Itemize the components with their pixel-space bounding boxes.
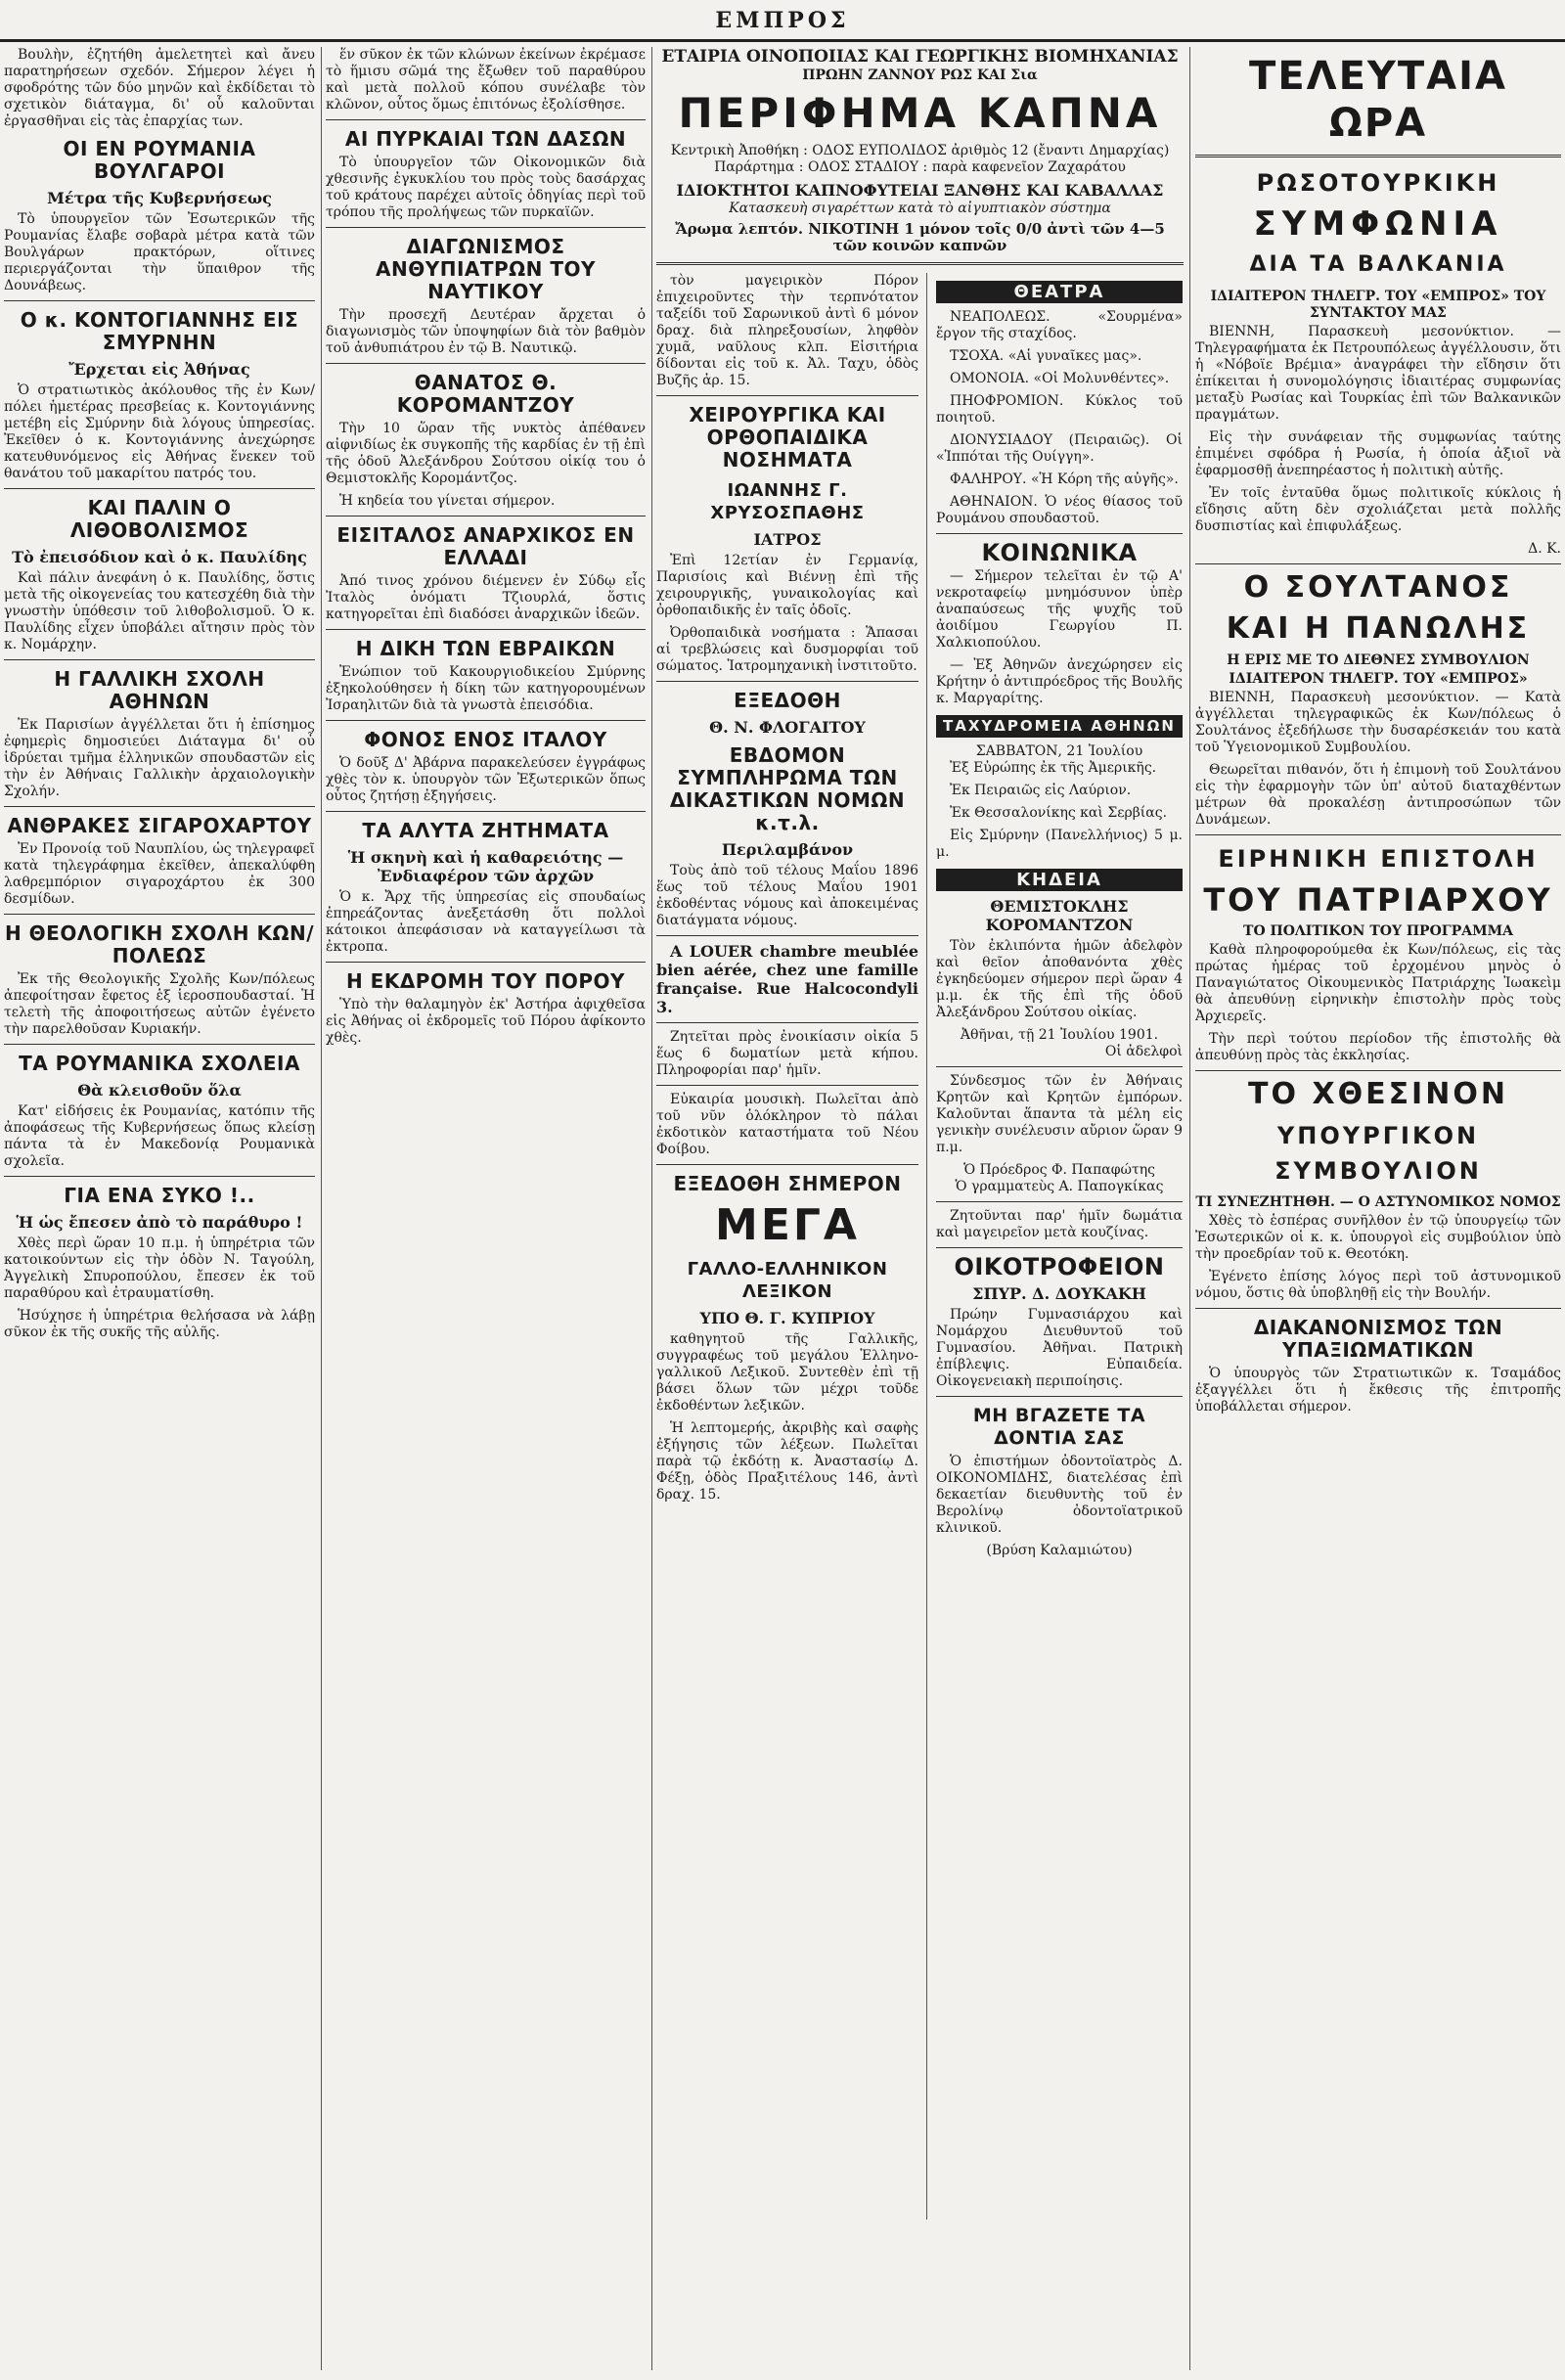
divider — [4, 1176, 315, 1177]
ad-branch: Παράρτημα : ΟΔΟΣ ΣΤΑΔΙΟΥ : παρὰ καφενεῖον Ζαχαράτου — [714, 159, 1126, 175]
signature: Δ. Κ. — [1528, 541, 1561, 557]
article-text: Ὁ ἐπιστήμων ὀδοντοϊατρὸς Δ. ΟΙΚΟΝΟΜΙΔΗΣ, διατελέσας ἐπὶ δεκαετίαν διευθυντὴς τοῦ ἐν Βερολίνῳ ὀδοντοϊατρικοῦ κλινικοῦ. — [936, 1454, 1183, 1536]
headline: ΕΙΣΙΤΑΛΟΣ ΑΝΑΡΧΙΚΟΣ ΕΝ ΕΛΛΑΔΙ — [336, 523, 635, 569]
post-item: Εἰς Σμύρνην (Πανελλήνιος) 5 μ. μ. — [936, 828, 1183, 860]
headline: ΤΟΥ ΠΑΤΡΙΑΡΧΟΥ — [1203, 881, 1553, 919]
article-text: Καθὰ πληροφορούμεθα ἐκ Κων/πόλεως, εἰς τὰς πρώτας ἡμέρας τοῦ ἐρχομένου μηνὸς ὁ Παναγιώτατος Οἰκουμενικὸς Πατριάρχης Ἰωακεὶμ θὰ ἀπευθύνῃ εἰρηνικὴν ἐπιστολὴν πρὸς τοὺς Ἀρχιερεῖς. — [1195, 942, 1561, 1024]
divider — [656, 1164, 918, 1165]
headline: ΑΝΘΡΑΚΕΣ ΣΙΓΑΡΟΧΑΡΤΟΥ — [7, 814, 312, 837]
article-text: Καὶ πάλιν ἀνεφάνη ὁ κ. Παυλίδης, ὅστις μετὰ τῆς οἰκογενείας του κατεσχέθη διὰ τὴν γνωστὴν ὑπόθεσιν τοῦ λιθοβολισμοῦ. Ὁ κ. Παυλίδης εἶχεν ὑποβάλει αἴτησιν πρὸς τὸν κ. Νομάρχην. — [4, 570, 315, 652]
subheadline: ΤΙ ΣΥΝΕΖΗΤΗΘΗ. — Ο ΑΣΤΥΝΟΜΙΚΟΣ ΝΟΜΟΣ — [1195, 1194, 1561, 1210]
article-text: Εἰς τὴν συνάφειαν τῆς συμφωνίας ταύτης ἐπιμένει σφόδρα ἡ Ρωσία, ἡ ὁποία ἀξιοῖ νὰ ἐφαρμοσθῇ ἀνεπηρέαστος ἡ πολιτικὴ αὐτῆς. — [1195, 429, 1561, 478]
article-text: Κατ' εἰδήσεις ἐκ Ρουμανίας, κατόπιν τῆς ἀποφάσεως τῆς Κυβερνήσεως ὅπως κλείσῃ πάντα τὰ ἐν Μακεδονίᾳ Ρουμανικὰ σχολεῖα. — [4, 1103, 315, 1169]
headline: ΔΙΑ ΤΑ ΒΑΛΚΑΝΙΑ — [1249, 252, 1507, 277]
divider — [1195, 155, 1561, 157]
subheadline: Ἔρχεται εἰς Ἀθήνας — [68, 360, 250, 379]
divider — [656, 262, 1184, 265]
headline: ΑΙ ΠΥΡΚΑΙΑΙ ΤΩΝ ΔΑΣΩΝ — [344, 127, 627, 151]
headline: ΡΩΣΟΤΟΥΡΚΙΚΗ — [1256, 169, 1500, 197]
divider — [4, 300, 315, 301]
article-text: τὸν μαγειρικὸν Πόρον ἐπιχειροῦντες τὴν τερπνότατον ταξείδι τοῦ Σαρωνικοῦ ἀντὶ 6 μόνον δραχ. διὰ πληρεξουσίων, ληφθὸν χυμᾶ, ναῦλους κλπ. Εἰσιτήρια δίδονται εἰς τοῦ κ. Ἀλ. Ταχυ, ὁδὸς Βυζῆς ἀρ. 15. — [656, 273, 918, 388]
divider — [4, 488, 315, 489]
headline: ΣΥΜΦΩΝΙΑ — [1253, 204, 1503, 244]
ad-company-name: ΕΤΑΙΡΙΑ ΟΙΝΟΠΟΙΙΑΣ ΚΑΙ ΓΕΩΡΓΙΚΗΣ ΒΙΟΜΗΧΑΝΙΑΣ — [661, 47, 1179, 67]
post-date: ΣΑΒΒΑΤΟΝ, 21 Ἰουλίου — [975, 743, 1143, 759]
ad-text: Ζητοῦνται παρ' ἡμῖν δωμάτια καὶ μαγειρεῖον μετὰ κουζίνας. — [936, 1208, 1183, 1240]
theatre-item: ΦΑΛΗΡΟΥ. «Ἡ Κόρη τῆς αὐγῆς». — [950, 472, 1179, 487]
article-text: καθηγητοῦ τῆς Γαλλικῆς, συγγραφέως τοῦ μεγάλου Ἑλληνο-γαλλικοῦ Λεξικοῦ. Συντεθὲν ἐπὶ τῇ βάσει ὅλων τῶν μέχρι τοῦδε ἐκδοθέντων λεξικῶν. — [656, 1331, 918, 1414]
divider — [656, 1022, 918, 1023]
article-text: Ἐπὶ 12ετίαν ἐν Γερμανίᾳ, Παρισίοις καὶ Βιέννῃ ἐπὶ τῆς χειρουργικῆς, γυναικολογίας καὶ ὀρθοπαιδικῆς ἐν ταῖς ὁδοῖς. — [656, 553, 918, 618]
ad-title-mega: ΜΕΓΑ — [715, 1200, 860, 1250]
theatre-item: ΤΣΟΧΑ. «Αἱ γυναῖκες μας». — [950, 348, 1142, 364]
article-text: — Σήμερον τελεῖται ἐν τῷ Α' νεκροταφείῳ μνημόσυνον ὑπὲρ ἀναπαύσεως τῆς ψυχῆς τοῦ ἀοιδίμου Γεωργίου Π. Χαλκιοπούλου. — [936, 568, 1183, 651]
headline: Η ΕΚΔΡΟΜΗ ΤΟΥ ΠΟΡΟΥ — [345, 969, 626, 993]
headline: ΜΗ ΒΓΑΖΕΤΕ ΤΑ ΔΟΝΤΙΑ ΣΑΣ — [972, 1405, 1146, 1449]
headline: ΚΑΙ ΠΑΛΙΝ Ο ΛΙΘΟΒΟΛΙΣΜΟΣ — [69, 496, 249, 542]
column-2 — [326, 47, 646, 2370]
headline: ΟΙ ΕΝ ΡΟΥΜΑΝΙΑ ΒΟΥΛΓΑΡΟΙ — [63, 137, 256, 183]
article-text: Ἡσύχησε ἡ ὑπηρέτρια θελήσασα νὰ λάβῃ σῦκον ἐκ τῆς συκῆς τῆς αὐλῆς. — [4, 1308, 315, 1340]
post-item: Ἐκ Πειραιῶς εἰς Λαύριον. — [950, 783, 1132, 798]
theatre-item: ΟΜΟΝΟΙΑ. «Οἱ Μολυνθέντες». — [950, 371, 1170, 386]
subheadline: Περιλαμβάνον — [721, 840, 854, 859]
headline: ΕΞΕΔΟΘΗ ΣΗΜΕΡΟΝ — [673, 1172, 902, 1195]
divider — [326, 227, 646, 228]
subheadline: Θὰ κλεισθοῦν ὅλα — [77, 1081, 242, 1100]
address: (Βρύση Καλαμιώτου) — [986, 1543, 1133, 1558]
article-text: Ὁ ὑπουργὸς τῶν Στρατιωτικῶν κ. Τσαμάδος ἐξαγγέλλει ὅτι ἡ ἔκθεσις τῆς ἐπιτροπῆς ὑποβάλλεται σήμερον. — [1195, 1366, 1561, 1415]
headline: ΧΕΙΡΟΥΡΓΙΚΑ ΚΑΙ ΟΡΘΟΠΑΙΔΙΚΑ ΝΟΣΗΜΑΤΑ — [689, 403, 886, 472]
article-text: Τὴν 10 ὥραν τῆς νυκτὸς ἀπέθανεν αἰφνιδίως ἐκ συγκοπῆς τῆς καρδίας ἐν τῇ ἐπὶ τῆς ὁδοῦ Ἀλεξάνδρου Σούτσου οἰκίᾳ του ὁ Θεμιστοκλῆς Κορομάντζος. — [326, 421, 646, 486]
divider — [4, 659, 315, 660]
divider — [1195, 563, 1561, 564]
headline: ΤΟ ΧΘΕΣΙΝΟΝ — [1248, 1077, 1508, 1111]
headline: ΦΟΝΟΣ ΕΝΟΣ ΙΤΑΛΟΥ — [364, 728, 607, 751]
article-text: Ἐκ Παρισίων ἀγγέλλεται ὅτι ἡ ἐπίσημος ἐφημερὶς δημοσιεύει Διάταγμα δι' οὗ ἱδρύεται τμῆμα ἑλληνικῶν σπουδαστῶν εἰς τὴν ἐν Ἀθήναις Γαλλικὴν ἀρχαιολογικὴν Σχολήν. — [4, 717, 315, 799]
doctor-title: ΙΑΤΡΟΣ — [753, 530, 822, 549]
article-text: Ὁ στρατιωτικὸς ἀκόλουθος τῆς ἐν Κων/πόλει ἡμετέρας πρεσβείας κ. Κοντογιάννης μετέβη εἰς Σμύρνην διὰ λόγους ὑπηρεσίας. Ἐκεῖθεν ὁ κ. Κοντογιάννης ἀνεχώρησε κατευθυνόμενος εἰς Ἀθήνας ἕνεκεν τοῦ θανάτου τοῦ μακαρίτου πατρός του. — [4, 382, 315, 481]
article-text: Τὸν ἐκλιπόντα ἡμῶν ἀδελφὸν καὶ θεῖον ἀποθανόντα χθὲς ἐγκηδεύομεν σήμερον περὶ ὥραν 4 μ.μ. ἐκ τῆς ἐπὶ τῆς ὁδοῦ Ἀλεξάνδρου Σούτσου οἰκίας. — [936, 938, 1183, 1020]
divider — [936, 1066, 1183, 1067]
article-text: Ἐν Προνοίᾳ τοῦ Ναυπλίου, ὡς τηλεγραφεῖ κατὰ τηλεγράφημα ἐκεῖθεν, ἀπεκαλύφθη λαθρεμπόριον σιγαροχάρτου ἐκ 300 δεσμίδων. — [4, 841, 315, 907]
masthead-rule — [0, 39, 1565, 42]
divider — [1195, 1308, 1561, 1309]
article-text: Χθὲς περὶ ὥραν 10 π.μ. ἡ ὑπηρέτρια τῶν κατοικούντων εἰς τὴν ὁδὸν Ν. Ταγούλη, Ἀγγελικὴ Σπυροπούλου, ἔπεσεν ἐκ τοῦ παραθύρου καὶ ἐτραυματίσθη. — [4, 1235, 315, 1301]
headline: ΕΙΡΗΝΙΚΗ ΕΠΙΣΤΟΛΗ — [1218, 845, 1539, 873]
column-3-left — [656, 273, 918, 1509]
headline-last-hour: ΤΕΛΕΥΤΑΙΑ ΩΡΑ — [1249, 54, 1507, 146]
divider — [4, 806, 315, 807]
column-divider — [1189, 47, 1190, 2370]
headline: ΤΑ ΡΟΥΜΑΝΙΚΑ ΣΧΟΛΕΙΑ — [19, 1052, 300, 1075]
headline: Η ΘΕΟΛΟΓΙΚΗ ΣΧΟΛΗ ΚΩΝ/ΠΟΛΕΩΣ — [4, 921, 315, 967]
divider — [326, 363, 646, 364]
headline: ΔΙΑΚΑΝΟΝΙΣΜΟΣ ΤΩΝ ΥΠΑΞΙΩΜΑΤΙΚΩΝ — [1253, 1316, 1503, 1362]
masthead-title: ΕΜΠΡΟΣ — [715, 8, 850, 33]
column-3 — [656, 47, 1184, 2370]
headline: ΤΑ ΑΛΥΤΑ ΖΗΤΗΜΑΤΑ — [362, 819, 609, 842]
article-text: — Ἐξ Ἀθηνῶν ἀνεχώρησεν εἰς Κρήτην ὁ ἀντιπρόεδρος τῆς Βουλῆς κ. Μαργαρίτης. — [936, 657, 1183, 706]
article-text: Ὁ δοῦξ Δ' Ἀβάρνα παρακελεύσεν ἐγγράφως χθὲς τὸν κ. ὑπουργὸν τῶν Ἐξωτερικῶν ὅπως οὗτος ζητήσῃ ἐξηγήσεις. — [326, 755, 646, 804]
article-text: Ὑπὸ τὴν θαλαμηγὸν ἐκ' Ἀστήρα ἀφιχθεῖσα εἰς Ἀθήνας οἱ ἐκδρομεῖς τοῦ Πόρου ἀφίκοντο χθὲς. — [326, 997, 646, 1046]
section-funeral: ΚΗΔΕΙΑ — [936, 869, 1183, 891]
divider — [326, 119, 646, 120]
divider — [936, 533, 1183, 534]
article-text: Ἡ λεπτομερής, ἀκριβὴς καὶ σαφὴς ἐξήγησις τῶν λέξεων. Πωλεῖται παρὰ τῷ ἐκδότῃ κ. Ἀναστασίῳ Δ. Φέξῃ, ὁδὸς Πραξιτέλους 146, ἀντὶ δραχ. 15. — [656, 1420, 918, 1503]
headline: Η ΔΙΚΗ ΤΩΝ ΕΒΡΑΙΚΩΝ — [355, 637, 616, 660]
article-text: Ἐγένετο ἐπίσης λόγος περὶ τοῦ ἀστυνομικοῦ νόμου, ὅστις θὰ ὑποβληθῇ εἰς τὴν Βουλήν. — [1195, 1269, 1561, 1301]
theatre-item: ΝΕΑΠΟΛΕΩΣ. «Σουρμένα» ἔργον τῆς σταχίδος. — [936, 309, 1183, 341]
funeral-name: ΘΕΜΙΣΤΟΚΛΗΣ ΚΟΡΟΜΑΝΤΖΟΝ — [985, 897, 1134, 934]
column-3-body — [656, 273, 1184, 2220]
headline: Ο κ. ΚΟΝΤΟΓΙΑΝΝΗΣ ΕΙΣ ΣΜΥΡΝΗΝ — [20, 308, 299, 354]
section-koinonika: ΚΟΙΝΩΝΙΚΑ — [981, 539, 1138, 566]
article-text: Ὁ κ. Ἄρχ τῆς ὑπηρεσίας εἰς σπουδαίως ἐπηρεάζοντας ἀνεξετάσθη ὅτι πολλοὶ κάτοικοι ἀπεφάσισαν νὰ καταγγείλωσι τὰ ἐκτροπα. — [326, 889, 646, 955]
headline: ΓΙΑ ΕΝΑ ΣΥΚΟ !.. — [64, 1184, 255, 1207]
column-4 — [1195, 47, 1561, 2370]
article-text: ΒΙΕΝΝΗ, Παρασκευὴ μεσονύκτιον. — Τηλεγραφήματα ἐκ Πετρουπόλεως ἀγγέλλουσιν, ὅτι ἡ «Νόβοϊε Βρέμια» ἀναγράφει τὴν εἴδησιν ὅτι ἐπίκειται ἡ συνομολόγησις ἰδιαιτέρας συμφωνίας μεταξὺ Ρωσίας καὶ Τουρκίας ἐπὶ τῶν Βαλκανικῶν πραγμάτων. — [1195, 324, 1561, 423]
headline: ΥΠΟΥΡΓΙΚΟΝ ΣΥΜΒΟΥΛΙΟΝ — [1274, 1122, 1482, 1185]
divider — [656, 395, 918, 396]
article-text: Βουλὴν, ἐζητήθη ἀμελετητεὶ καὶ ἄνευ παρατηρήσεων σχεδόν. Σήμερον λέγει ἡ σφοδρότης τῶν δύο μηνῶν καὶ ἐκδίδεται τὸ σχετικὸν διάταγμα, δι' οὗ καλοῦνται ἐργασθῆναι εἰς τὰς ἐπαρχίας των. — [4, 47, 315, 129]
column-1 — [4, 47, 315, 2370]
headline: Ο ΣΟΥΛΤΑΝΟΣ — [1243, 570, 1513, 605]
orphan-name: ΣΠΥΡ. Δ. ΔΟΥΚΑΚΗ — [972, 1284, 1146, 1303]
article-text: Ἐν τοῖς ἐνταῦθα ὅμως πολιτικοῖς κύκλοις ἡ εἴδησις αὕτη δὲν σχολιάζεται μετὰ πολλῆς δυσπιστίας καὶ ἐπιφυλάξεως. — [1195, 485, 1561, 534]
headline: ΟΙΚΟΤΡΟΦΕΙΟΝ — [954, 1253, 1165, 1280]
divider — [326, 811, 646, 812]
theatre-item: ΠΗΟΦΡΟΜΙΟΝ. Κύκλος τοῦ ποιητοῦ. — [936, 393, 1183, 426]
subheadline: Μέτρα τῆς Κυβερνήσεως — [47, 189, 272, 207]
headline: ΕΒΔΟΜΟΝ ΣΥΜΠΛΗΡΩΜΑ ΤΩΝ ΔΙΚΑΣΤΙΚΩΝ ΝΟΜΩΝ κ.τ.λ. — [669, 743, 906, 834]
article-text: Τὸ ὑπουργεῖον τῶν Οἰκονομικῶν διὰ χθεσινῆς ἐγκυκλίου του πρὸς τοὺς δασάρχας τοῦ κράτους παρέχει αὐτοῖς ὁδηγίας περὶ τοῦ τρόπου τῆς προλήψεως τῶν πυρκαϊῶν. — [326, 155, 646, 220]
article-text: Ἐκ τῆς Θεολογικῆς Σχολῆς Κων/πόλεως ἀπεφοίτησαν ἔφετος ἑξ ἱεροσπουδασταί. Ἡ τελετὴ τῆς ἀποφοιτήσεως αὐτῶν ἐγένετο τὴν παρελθοῦσαν Κυριακήν. — [4, 971, 315, 1037]
article-text: Θεωρεῖται πιθανόν, ὅτι ἡ ἐπιμονὴ τοῦ Σουλτάνου εἰς τὴν ἐφαρμογὴν τῶν ὑπ' αὐτοῦ διαταχθέντων μέτρων θὰ προκαλέσῃ ἀντιπροσώπων τῶν Δυνάμεων. — [1195, 762, 1561, 828]
article-text: Ἐνώπιον τοῦ Κακουργιοδικείου Σμύρνης ἐξηκολούθησεν ἡ δίκη τῶν κατηγορουμένων Ἰσραηλιτῶν διὰ τὰ γνωστὰ ἐπεισόδια. — [326, 664, 646, 713]
ad-company-sub: ΠΡΩΗΝ ΖΑΝΝΟΥ ΡΩΣ ΚΑΙ Σια — [802, 67, 1038, 83]
ad-louer: A LOUER chambre meublée bien aérée, chez une famille française. Rue Halcocondyli 3. — [656, 942, 918, 1016]
ad-aroma: Ἄρωμα λεπτόν. ΝΙΚΟΤΙΝΗ 1 μόνον τοῖς 0/0 ἀντὶ τῶν 4—5 τῶν κοινῶν καπνῶν — [675, 220, 1165, 254]
column-divider — [321, 47, 322, 2370]
funeral-signature: Οἱ ἀδελφοὶ — [1104, 1044, 1183, 1059]
theatre-list — [936, 309, 1183, 527]
article-text: Τὴν περὶ τούτου περίοδον τῆς ἐπιστολῆς θὰ ἀπευθύνῃ πρὸς τὰς ἐκκλησίας. — [1195, 1031, 1561, 1063]
section-post: ΤΑΧΥΔΡΟΜΕΙΑ ΑΘΗΝΩΝ — [936, 715, 1183, 738]
subheadline: Η ΕΡΙΣ ΜΕ ΤΟ ΔΙΕΘΝΕΣ ΣΥΜΒΟΥΛΙΟΝ — [1227, 652, 1530, 668]
ad-owners: ΙΔΙΟΚΤΗΤΟΙ ΚΑΠΝΟΦΥΤΕΙΑΙ ΞΑΝΘΗΣ ΚΑΙ ΚΑΒΑΛΛΑΣ — [676, 181, 1164, 200]
post-item: Ἐξ Εὐρώπης ἐκ τῆς Ἀμερικῆς. — [950, 760, 1157, 776]
headline: ΘΑΝΑΤΟΣ Θ. ΚΟΡΟΜΑΝΤΖΟΥ — [396, 371, 575, 417]
column-divider — [651, 47, 652, 2370]
article-text: Πρώην Γυμνασιάρχου καὶ Νομάρχου Διευθυντοῦ τοῦ Γυμνασίου. Ἀθῆναι. Πατρικὴ ἐπίβλεψις. Εὐπαιδεία. Οἰκογενειακὴ περιποίησις. — [936, 1307, 1183, 1389]
signature: Ὁ γραμματεὺς Α. Παπογκίκας — [955, 1179, 1164, 1194]
article-text: ἕν σῦκον ἐκ τῶν κλώνων ἐκείνων ἐκρέμασε τὸ ἥμισυ σῶμά της ἔξωθεν τοῦ παραθύρου καὶ μετὰ πολλοῦ κόπου συνέλαβε τὸν κλῶνον, οὗτος ὅμως ἐπιτόνως ἐξολίσθησε. — [326, 47, 646, 112]
doctor-name: ΙΩΑΝΝΗΣ Γ. ΧΡΥΣΟΣΠΑΘΗΣ — [710, 480, 865, 523]
telegram-header: ΙΔΙΑΙΤΕΡΟΝ ΤΗΛΕΓΡ. ΤΟΥ «ΕΜΠΡΟΣ» ΤΟΥ ΣΥΝΤΑΚΤΟΥ ΜΑΣ — [1210, 289, 1546, 321]
divider — [326, 629, 646, 630]
headline: Η ΓΑΛΛΙΚΗ ΣΧΟΛΗ ΑΘΗΝΩΝ — [54, 667, 265, 713]
divider — [326, 720, 646, 721]
ad-title-kapna: ΠΕΡΙΦΗΜΑ ΚΑΠΝΑ — [678, 89, 1162, 137]
ad-owners-sub: Κατασκευὴ σιγαρέττων κατὰ τὸ αἰγυπτιακὸν σύστημα — [729, 201, 1111, 216]
column-3-right — [936, 273, 1183, 1559]
article-text: Ἡ κηδεία του γίνεται σήμερον. — [339, 493, 556, 509]
article-text: Ὀρθοπαιδικὰ νοσήματα : Ἅπασαι αἱ τρεβλώσεις καὶ δυσμορφίαι τοῦ σώματος. Ἰατρομηχανικὴ ἰνστιτοῦτο. — [656, 625, 918, 674]
ad-mega-sub: ΓΑΛΛΟ-ΕΛΛΗΝΙΚΟΝ ΛΕΞΙΚΟΝ — [687, 1259, 888, 1302]
headline: ΚΑΙ Η ΠΑΝΩΛΗΣ — [1226, 611, 1531, 646]
divider — [656, 681, 918, 682]
funeral-date: Ἀθῆναι, τῇ 21 Ἰουλίου 1901. — [960, 1027, 1159, 1043]
article-text: Ἀπό τινος χρόνου διέμενεν ἐν Σύδῳ εἷς Ἰταλὸς ὀνόματι Τζιουρλά, ὅστις κατηγορεῖται ἐπὶ διαδόσει ἀναρχικῶν ἰδεῶν. — [326, 573, 646, 622]
article-text: Τοὺς ἀπὸ τοῦ τέλους Μαΐου 1896 ἕως τοῦ τέλους Μαΐου 1901 ἐκδοθέντας νόμους καὶ ἀποκειμένας διατάγματα νόμους. — [656, 863, 918, 928]
ad-wanted: Ζητεῖται πρὸς ἐνοικίασιν οἰκία 5 ἕως 6 δωματίων μετὰ κήπου. Πληροφορίαι παρ' ἡμῖν. — [656, 1029, 918, 1078]
post-item: Ἐκ Θεσσαλονίκης καὶ Σερβίας. — [950, 805, 1168, 821]
subheadline: Τὸ ἐπεισόδιον καὶ ὁ κ. Παυλίδης — [12, 548, 307, 566]
divider — [936, 1201, 1183, 1202]
ad-central-agency: Κεντρικὴ Ἀποθήκη : ΟΔΟΣ ΕΥΠΟΛΙΔΟΣ ἀριθμὸς 12 (ἔναντι Δημαρχίας) — [670, 143, 1170, 158]
ad-mega-author: ΥΠΟ Θ. Γ. ΚΥΠΡΙΟΥ — [699, 1309, 875, 1327]
divider — [656, 1085, 918, 1086]
theatre-item: ΔΙΟΝΥΣΙΑΔΟΥ (Πειραιῶς). Οἱ «Ἱππόται τῆς Ουίγγη». — [936, 432, 1183, 465]
article-text: Χθὲς τὸ ἑσπέρας συνῆλθον ἐν τῷ ὑπουργείῳ τῶν Ἐσωτερικῶν οἱ κ. κ. ὑπουργοὶ εἰς συμβούλιον ὑπὸ τὴν προεδρίαν τοῦ κ. Θεοτόκη. — [1195, 1213, 1561, 1262]
divider — [1195, 1070, 1561, 1071]
divider — [936, 1396, 1183, 1397]
section-theatre: ΘΕΑΤΡΑ — [936, 281, 1183, 303]
article-text: Τὴν προσεχῆ Δευτέραν ἄρχεται ὁ διαγωνισμὸς τῶν ὑποψηφίων διὰ τὸν βαθμὸν τοῦ ἀνθυπιάτρου ἐν τῷ Β. Ναυτικῷ. — [326, 307, 646, 356]
ad-lesson: Εὐκαιρία μουσικὴ. Πωλεῖται ἀπὸ τοῦ νῦν ὁλόκληρον τὸ πάλαι ἐκδοτικὸν καταστήματα τοῦ Νέου Φοίβου. — [656, 1092, 918, 1157]
headline: ΔΙΑΓΩΝΙΣΜΟΣ ΑΝΘΥΠΙΑΤΡΩΝ ΤΟΥ ΝΑΥΤΙΚΟΥ — [376, 235, 596, 303]
subheadline: Ἡ σκηνὴ καὶ ἡ καθαρειότης — Ἐνδιαφέρον τῶν ἀρχῶν — [347, 848, 624, 885]
signature: Ὁ Πρόεδρος Φ. Παπαφώτης — [963, 1162, 1155, 1178]
divider — [1195, 834, 1561, 835]
theatre-item: ΑΘΗΝΑΙΟΝ. Ὁ νέος θίασος τοῦ Ρουμάνου σπουδαστοῦ. — [936, 494, 1183, 526]
column-divider — [926, 273, 927, 2220]
subheadline: ΤΟ ΠΟΛΙΤΙΚΟΝ ΤΟΥ ΠΡΟΓΡΑΜΜΑ — [1243, 923, 1513, 939]
article-text: Τὸ ὑπουργεῖον τῶν Ἐσωτερικῶν τῆς Ρουμανίας ἔλαβε σοβαρὰ μέτρα κατὰ τῶν Βουλγάρων πρακτόρων, οἵτινες περιεργάζονται τὴν ὕπαιθρον τῆς Δουνάβεως. — [4, 211, 315, 293]
release-author: Θ. Ν. ΦΛΟΓΑΙΤΟΥ — [709, 718, 866, 737]
subheadline: Ἡ ὡς ἔπεσεν ἀπὸ τὸ παράθυρο ! — [16, 1213, 303, 1232]
divider — [326, 962, 646, 963]
divider — [656, 935, 918, 936]
divider — [936, 1247, 1183, 1248]
telegram-header: ΙΔΙΑΙΤΕΡΟΝ ΤΗΛΕΓΡ. ΤΟΥ «ΕΜΠΡΟΣ» — [1229, 671, 1528, 687]
divider — [4, 914, 315, 915]
article-text: ΒΙΕΝΝΗ, Παρασκευὴ μεσονύκτιον. — Κατὰ ἀγγέλλεται τηλεγραφικῶς ἐκ Κων/πόλεως ὁ Σουλτάνος ἐξεδήλωσε τὴν δυσαρέσκειάν του κατὰ τοῦ Ὑγειονομικοῦ Συμβουλίου. — [1195, 690, 1561, 755]
article-text: Σύνδεσμος τῶν ἐν Ἀθήναις Κρητῶν καὶ Κρητῶν ἐμπόρων. Καλοῦνται ἅπαντα τὰ μέλη εἰς γενικὴν συνέλευσιν αὔριον ὥραν 9 π.μ. — [936, 1073, 1183, 1155]
divider — [4, 1044, 315, 1045]
headline: ΕΞΕΔΟΘΗ — [734, 689, 841, 712]
